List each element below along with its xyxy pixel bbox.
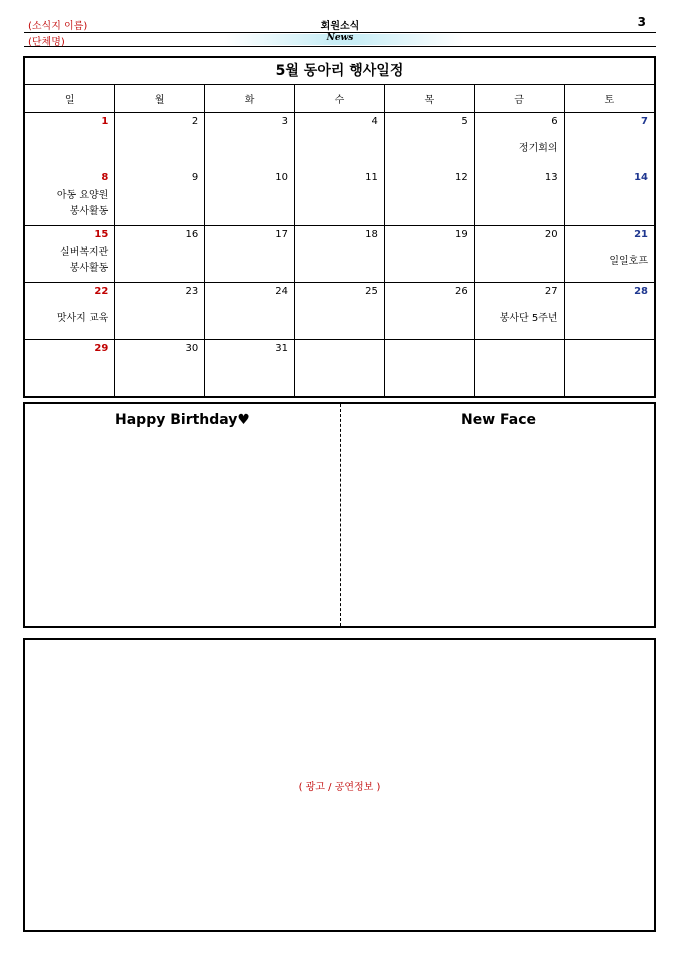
calendar-day-cell (295, 169, 385, 226)
day-number: 29 (94, 343, 109, 354)
day-number: 17 (275, 229, 289, 240)
day-number: 19 (454, 229, 468, 240)
day-event: 아동 요양원 봉사활동 (56, 190, 109, 217)
day-number: 23 (185, 286, 199, 297)
weekday-header: 금 (474, 85, 564, 113)
day-event: 실버복지관 봉사활동 (60, 247, 109, 274)
calendar-week-row (25, 340, 654, 397)
day-number: 2 (191, 116, 199, 127)
day-number: 13 (544, 172, 558, 183)
calendar-week-row (25, 283, 654, 340)
day-number: 25 (365, 286, 378, 297)
page-subheader (24, 33, 656, 47)
day-event: 일일호프 (609, 256, 648, 267)
day-number: 11 (365, 172, 378, 183)
day-number: 26 (454, 286, 468, 297)
calendar-day-cell (25, 340, 115, 397)
day-number: 15 (94, 229, 109, 240)
day-number: 8 (101, 172, 109, 183)
birthday-newface-section (23, 402, 656, 628)
day-number: 30 (185, 343, 199, 354)
calendar-day-cell (115, 113, 205, 170)
calendar-day-cell (25, 283, 115, 340)
day-number: 22 (94, 286, 109, 297)
calendar-day-cell (384, 283, 474, 340)
calendar-day-cell (474, 226, 564, 283)
calendar-day-cell (205, 169, 295, 226)
calendar-day-cell (115, 169, 205, 226)
day-number: 7 (641, 116, 648, 127)
day-number: 9 (191, 172, 199, 183)
ad-section (23, 638, 656, 932)
calendar-day-cell (295, 113, 385, 170)
calendar-day-cell (115, 226, 205, 283)
page-header (24, 14, 656, 33)
day-number: 20 (544, 229, 558, 240)
day-number: 31 (275, 343, 289, 354)
weekday-header: 화 (205, 85, 295, 113)
day-number: 4 (371, 116, 378, 127)
day-number: 14 (634, 172, 648, 183)
calendar-day-cell (25, 113, 115, 170)
calendar-day-cell (295, 283, 385, 340)
day-event: 정기회의 (518, 143, 558, 154)
new-face-title: New Face (460, 412, 536, 428)
page-title: 회원소식 (320, 21, 360, 32)
calendar-day-cell (384, 340, 474, 397)
newsletter-name: (소식지 이름) (28, 21, 88, 32)
day-event: 봉사단 5주년 (499, 313, 558, 324)
calendar-day-cell (564, 169, 654, 226)
calendar-day-cell (474, 340, 564, 397)
day-number: 28 (634, 286, 648, 297)
weekday-header: 월 (115, 85, 205, 113)
calendar-grid (25, 85, 654, 396)
group-name: (단체명) (28, 37, 65, 48)
calendar-day-cell (25, 169, 115, 226)
weekday-header: 수 (295, 85, 385, 113)
calendar-day-cell (564, 283, 654, 340)
calendar-day-cell (205, 340, 295, 397)
calendar-week-row (25, 226, 654, 283)
calendar-day-cell (564, 340, 654, 397)
calendar-day-cell (564, 226, 654, 283)
day-number: 6 (551, 116, 558, 127)
calendar-day-cell (295, 226, 385, 283)
calendar-day-cell (25, 226, 115, 283)
section-divider (340, 404, 341, 626)
weekday-header-row (25, 85, 654, 113)
calendar-day-cell (205, 283, 295, 340)
calendar-day-cell (564, 113, 654, 170)
day-event: 맛사지 교육 (56, 313, 109, 324)
calendar-day-cell (474, 169, 564, 226)
calendar-day-cell (205, 113, 295, 170)
calendar-title: 5월 동아리 행사일정 (25, 58, 654, 85)
day-number: 16 (185, 229, 199, 240)
calendar-day-cell (384, 113, 474, 170)
day-number: 10 (275, 172, 289, 183)
day-number: 18 (365, 229, 378, 240)
day-number: 21 (634, 229, 648, 240)
calendar-day-cell (474, 113, 564, 170)
birthday-title: Happy Birthday♥ (115, 412, 250, 428)
calendar-day-cell (384, 169, 474, 226)
day-number: 27 (544, 286, 558, 297)
event-calendar (23, 56, 656, 398)
day-number: 24 (275, 286, 289, 297)
calendar-week-row (25, 113, 654, 170)
calendar-day-cell (115, 283, 205, 340)
day-number: 5 (461, 116, 468, 127)
weekday-header: 목 (384, 85, 474, 113)
calendar-day-cell (295, 340, 385, 397)
news-label: News (326, 33, 354, 43)
calendar-day-cell (205, 226, 295, 283)
weekday-header: 토 (564, 85, 654, 113)
weekday-header: 일 (25, 85, 115, 113)
day-number: 1 (101, 116, 109, 127)
calendar-day-cell (384, 226, 474, 283)
ad-placeholder: ( 광고 / 공연정보 ) (298, 782, 381, 793)
day-number: 12 (454, 172, 468, 183)
day-number: 3 (281, 116, 289, 127)
calendar-week-row (25, 169, 654, 226)
page-number: 3 (637, 15, 646, 29)
calendar-day-cell (115, 340, 205, 397)
calendar-day-cell (474, 283, 564, 340)
